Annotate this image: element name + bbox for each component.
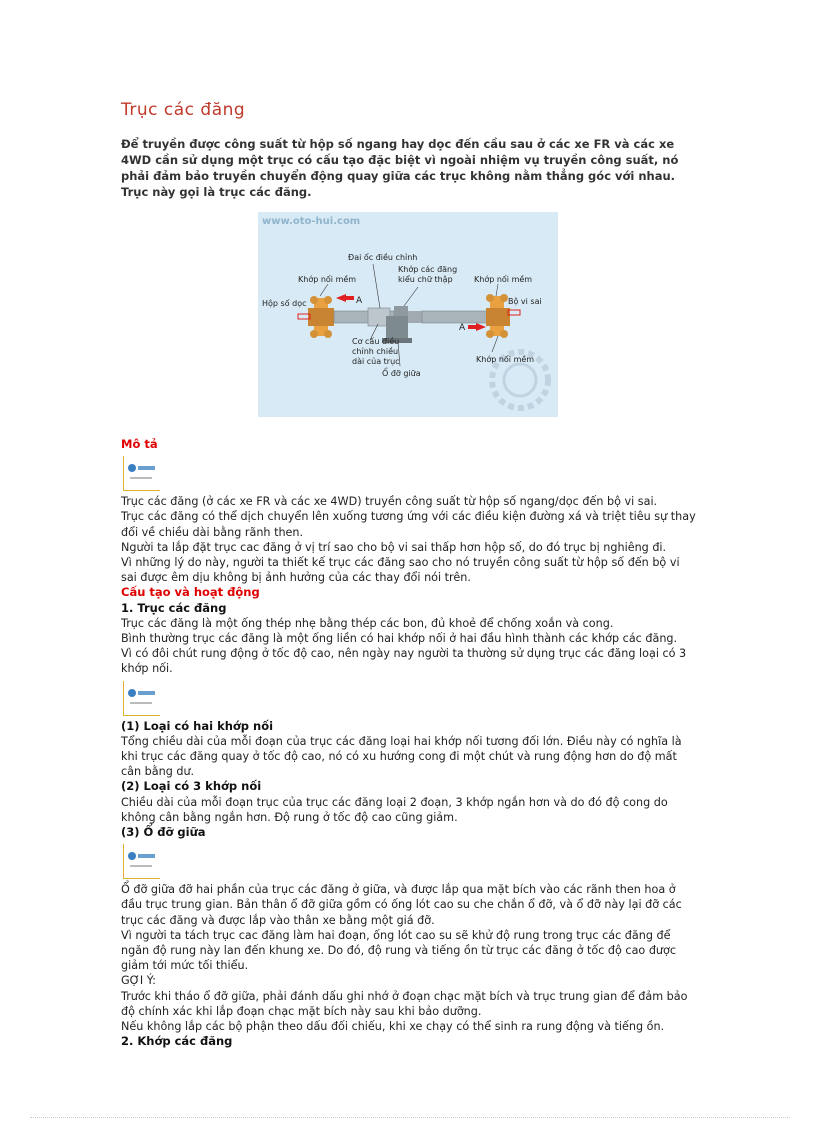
label-length-adjust-3: dài của trục xyxy=(352,357,400,366)
three-joint-text: Chiều dài của mỗi đoạn trục của trục các đăng loại 2 đoạn, 3 khớp ngắn hơn và do đó độ cong do không cân bằng ngắn hơn. Độ rung ở tốc độ cao cũng giảm. xyxy=(121,795,668,824)
label-a-left: A xyxy=(356,296,363,306)
shaft-line-3: Vì có đôi chút rung động ở tốc độ cao, nên ngày nay người ta thường sử dụng trục các đăng loại có 3 khớp nối. xyxy=(121,647,687,676)
propeller-shaft-diagram xyxy=(258,212,558,417)
bearing-line-4: Nếu không lắp các bộ phận theo dấu đối chiếu, khi xe chạy có thể sinh ra rung động và tiếng ồn. xyxy=(121,1020,665,1034)
description-line-4: Vì những lý do này, người ta thiết kế trục các đăng sao cho nó truyền công suất từ hộp số đến bộ vi sai được êm dịu không bị ảnh hưởng của các thay đổi nói trên. xyxy=(121,556,680,585)
thumbnail-image xyxy=(123,844,160,879)
bearing-line-3: Trước khi tháo ổ đỡ giữa, phải đánh dấu ghi nhớ ở đoạn chạc mặt bích và trục trung gian để đảm bảo độ chính xác khi lắp đoạn chạc mặt bích này sau khi bảo dưỡng. xyxy=(121,989,688,1018)
arrow-icon-left xyxy=(336,294,354,302)
two-joint-text: Tổng chiều dài của mỗi đoạn của trục các đăng loại hai khớp nối tương đối lớn. Điều này có nghĩa là khi trục các đăng quay ở tốc độ cao, nó có xu hướng cong đi một chút và rung động hơn do độ mất cân bằng dư. xyxy=(121,734,682,779)
article-content xyxy=(121,437,696,1050)
label-gearbox: Hộp số dọc xyxy=(262,299,307,308)
label-cross-joint-2: kiểu chữ thập xyxy=(398,275,453,284)
page-title: Trục các đăng xyxy=(121,100,246,120)
description-line-1: Trục các đăng (ở các xe FR và các xe 4WD) truyền công suất từ hộp số ngang/dọc đến bộ vi sai. xyxy=(121,495,658,509)
label-center-bearing: Ổ đỡ giữa xyxy=(382,369,421,378)
intro-paragraph: Để truyền được công suất từ hộp số ngang hay dọc đến cầu sau ở các xe FR và các xe 4WD cần sử dụng một trục có cấu tạo đặc biệt vì ngoài nhiệm vụ truyền công suất, nó phải đảm bảo truyền chuyển động quay giữa các trục không nằm thẳng góc với nhau. Trục này gọi là trục các đăng. xyxy=(121,137,679,199)
left-flexible-coupling xyxy=(308,296,334,338)
thumbnail-logo-icon xyxy=(127,463,157,473)
label-differential: Bộ vi sai xyxy=(508,297,542,306)
label-coupling-right: Khớp nối mềm xyxy=(474,275,533,284)
label-length-adjust-1: Cơ cấu điều xyxy=(352,337,400,346)
hint-label: GỢI Ý: xyxy=(121,974,156,988)
subheading-three-joint: (2) Loại có 3 khớp nối xyxy=(121,779,262,794)
section-heading-structure: Cấu tạo và hoạt động xyxy=(121,585,260,600)
watermark-text: www.oto-hui.com xyxy=(262,216,361,227)
subheading-shaft: 1. Trục các đăng xyxy=(121,600,227,615)
label-cross-joint-1: Khớp các đăng xyxy=(398,265,458,274)
page-bottom-divider xyxy=(30,1117,790,1118)
label-a-right: A xyxy=(459,323,466,333)
rear-shaft xyxy=(422,311,496,323)
thumbnail-logo-icon xyxy=(127,851,157,861)
thumbnail-image xyxy=(123,681,160,716)
thumbnail-logo-icon xyxy=(127,688,157,698)
arrow-icon-bottom-right xyxy=(468,323,486,331)
label-adjust-nut: Đai ốc điều chỉnh xyxy=(348,253,418,262)
description-line-3: Người ta lắp đặt trục cac đăng ở vị trí sao cho bộ vi sai thấp hơn hộp số, do đó trục bị nghiêng đi. xyxy=(121,540,667,554)
label-length-adjust-2: chỉnh chiều xyxy=(352,347,399,356)
label-coupling-left: Khớp nối mềm xyxy=(298,275,357,284)
bearing-line-1: Ổ đỡ giữa đỡ hai phần của trục các đăng ở giữa, và được lắp qua mặt bích vào các rãnh then hoa ở đầu trục trung gian. Bản thân ổ đỡ giữa gồm có ống lót cao su che chắn ổ đỡ, và ổ đỡ này lại đỡ các trục các đăng và được lắp vào thân xe bằng một giá đỡ. xyxy=(121,883,682,927)
diagram-svg xyxy=(258,212,558,417)
label-coupling-bottom: Khớp nối mềm xyxy=(476,355,535,364)
shaft-line-2: Bình thường trục các đăng là một ống liền có hai khớp nối ở hai đầu hình thành các khớp các đăng. xyxy=(121,632,678,646)
subheading-universal-joint: 2. Khớp các đăng xyxy=(121,1034,233,1049)
section-heading-description: Mô tả xyxy=(121,437,158,451)
shaft-line-1: Trục các đăng là một ống thép nhẹ bằng thép các bon, đủ khoẻ để chống xoắn và cong. xyxy=(121,616,614,630)
thumbnail-image xyxy=(123,456,160,491)
subheading-center-bearing: (3) Ổ đỡ giữa xyxy=(121,825,206,840)
subheading-two-joint: (1) Loại có hai khớp nối xyxy=(121,718,274,733)
bearing-line-2: Vì người ta tách trục cac đăng làm hai đoạn, ống lót cao su sẽ khử độ rung trong trục các đăng để ngăn độ rung này lan đến khung xe. Do đó, độ rung và tiếng ồn từ trục các đăng ở tốc độ cao được giảm tới mức tối thiểu. xyxy=(121,928,677,973)
right-flexible-coupling xyxy=(486,294,510,338)
description-line-2: Trục các đăng có thể dịch chuyển lên xuống tương ứng với các điều kiện đường xá và triệt tiêu sự thay đổi về chiều dài bằng rãnh then. xyxy=(121,510,696,539)
